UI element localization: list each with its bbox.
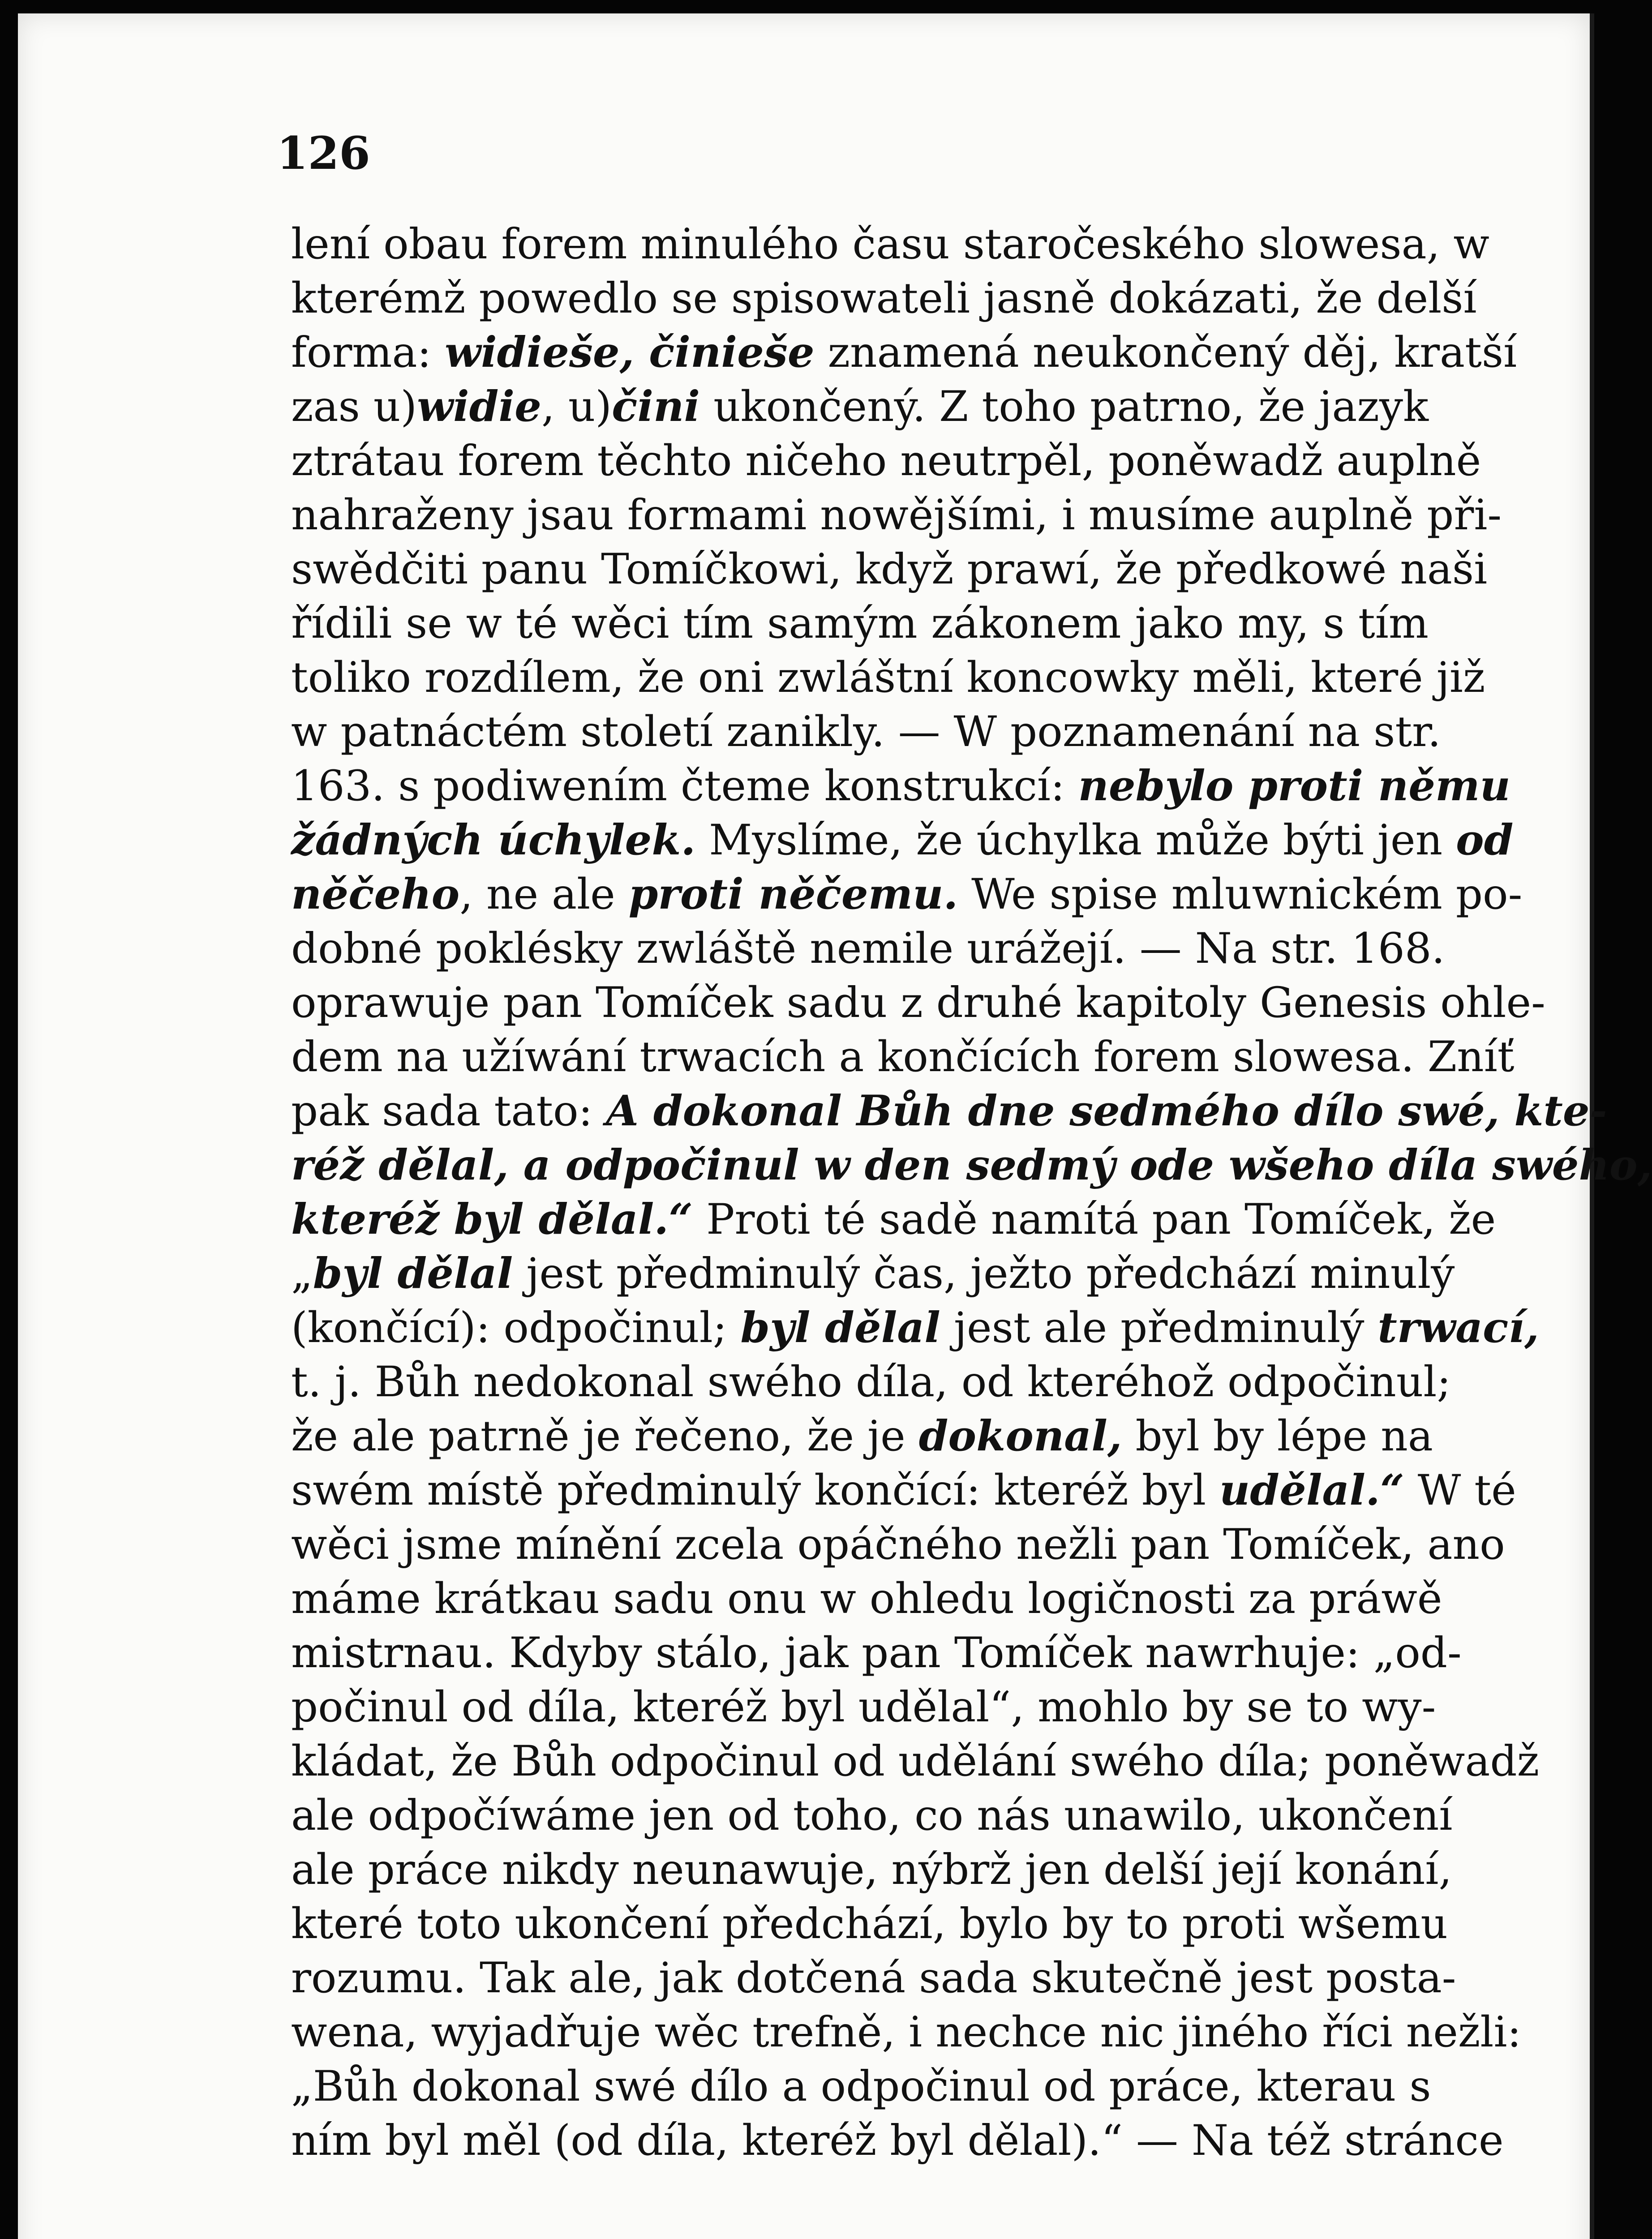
text-segment: ale práce nikdy neunawuje, nýbrž jen delší její konání, <box>291 1845 1452 1894</box>
text-segment: forma: <box>291 328 445 377</box>
text-segment: dobné poklésky zwláště nemile urážejí. — Na str. 168. <box>291 924 1445 973</box>
italic-phrase: kteréž byl dělal.“ <box>291 1195 693 1244</box>
text-line <box>291 1789 1453 1843</box>
text-line <box>291 867 1523 922</box>
italic-phrase: dokonal, <box>918 1411 1122 1461</box>
text-segment: znamená neukončený děj, kratší <box>814 328 1517 377</box>
italic-phrase: A dokonal Bůh dne sedmého dílo swé, kte- <box>606 1086 1607 1136</box>
italic-phrase: udělal.“ <box>1219 1466 1404 1515</box>
text-line <box>291 2005 1522 2059</box>
text-segment: jest ale předminulý <box>940 1304 1378 1352</box>
italic-phrase: réž dělal, a odpočinul w den sedmý ode wšeho díla swého, <box>291 1141 1652 1190</box>
text-segment: ním byl měl (od díla, kteréž byl dělal).“ — Na též stránce <box>291 2116 1504 2165</box>
text-segment: mistrnau. Kdyby stálo, jak pan Tomíček nawrhuje: „od- <box>291 1629 1462 1677</box>
text-line <box>291 1355 1451 1409</box>
text-segment: nahraženy jsau formami nowějšími, i musíme auplně při- <box>291 491 1502 540</box>
text-segment: , ne ale <box>459 870 629 919</box>
text-segment: „Bůh dokonal swé dílo a odpočinul od práce, kterau s <box>291 2062 1431 2111</box>
italic-phrase: čini <box>612 382 700 431</box>
text-line <box>291 2114 1504 2168</box>
text-segment: w patnáctém století zanikly. — W poznamenání na str. <box>291 708 1441 756</box>
text-line <box>291 1192 1496 1247</box>
text-line <box>291 813 1514 867</box>
text-line <box>291 1030 1515 1084</box>
italic-phrase: proti něčemu. <box>628 870 958 919</box>
italic-phrase: od <box>1456 815 1514 865</box>
text-segment: zas u) <box>291 382 417 431</box>
italic-phrase: widieše, činieše <box>445 328 815 377</box>
text-segment: máme krátkau sadu onu w ohledu logičnosti za práwě <box>291 1574 1442 1623</box>
text-segment: byl by lépe na <box>1122 1412 1433 1461</box>
text-segment: We spise mluwnickém po- <box>958 870 1523 919</box>
text-segment: t. j. Bůh nedokonal swého díla, od kteréhož odpočinul; <box>291 1358 1451 1407</box>
text-segment: dem na užíwání trwacích a končících forem slowesa. Zníť <box>291 1033 1515 1081</box>
italic-phrase: widie <box>417 382 541 431</box>
text-segment: pak sada tato: <box>291 1087 606 1136</box>
text-segment: W té <box>1404 1466 1516 1515</box>
text-line <box>291 1680 1436 1734</box>
text-segment: „ <box>291 1249 313 1298</box>
text-line <box>291 1572 1442 1626</box>
italic-phrase: byl dělal <box>740 1303 940 1352</box>
text-segment: , u) <box>541 382 612 431</box>
text-line <box>291 1843 1452 1897</box>
text-line <box>291 759 1510 813</box>
book-page <box>18 13 1652 2239</box>
body-text <box>291 217 1652 2168</box>
text-line <box>291 651 1485 705</box>
italic-phrase: něčeho <box>291 870 460 919</box>
italic-phrase: nebylo proti němu <box>1078 761 1510 811</box>
text-line <box>291 542 1488 596</box>
italic-phrase: žádných úchylek. <box>291 815 696 865</box>
text-line <box>291 976 1545 1030</box>
text-segment: lení obau forem minulého času staročeského slowesa, w <box>291 220 1489 269</box>
text-segment: kterémž powedlo se spisowateli jasně dokázati, že delší <box>291 274 1477 323</box>
text-segment: wena, wyjadřuje wěc trefně, i nechce nic jiného říci nežli: <box>291 2008 1522 2057</box>
text-line <box>291 1138 1652 1192</box>
text-line <box>291 1626 1462 1680</box>
text-segment: toliko rozdílem, že oni zwláštní koncowky měli, které již <box>291 653 1485 702</box>
text-line <box>291 596 1429 651</box>
text-line <box>291 705 1441 759</box>
text-line <box>291 434 1481 488</box>
text-segment: počinul od díla, kteréž byl udělal“, mohlo by se to wy- <box>291 1683 1436 1732</box>
text-line <box>291 1463 1516 1518</box>
text-segment: které toto ukončení předchází, bylo by to proti wšemu <box>291 1900 1448 1948</box>
page-number: 126 <box>277 127 370 180</box>
text-line <box>291 1518 1505 1572</box>
text-line <box>291 922 1445 976</box>
text-segment: Myslíme, že úchylka může býti jen <box>695 816 1456 865</box>
text-segment: řídili se w té wěci tím samým zákonem jako my, s tím <box>291 599 1429 648</box>
text-line <box>291 1247 1455 1301</box>
text-line <box>291 2059 1429 2114</box>
text-segment: Proti té sadě namítá pan Tomíček, že <box>693 1195 1496 1244</box>
text-segment: že ale patrně je řečeno, že je <box>291 1412 919 1461</box>
text-segment: swědčiti panu Tomíčkowi, když prawí, že předkowé naši <box>291 545 1488 594</box>
text-line <box>291 1734 1540 1789</box>
text-line <box>291 1409 1433 1463</box>
text-line <box>291 1084 1607 1138</box>
text-segment: (končící): odpočinul; <box>291 1304 741 1352</box>
text-line <box>291 1301 1539 1355</box>
text-line <box>291 380 1429 434</box>
text-segment: rozumu. Tak ale, jak dotčená sada skutečně jest posta- <box>291 1954 1456 2003</box>
text-segment: oprawuje pan Tomíček sadu z druhé kapitoly Genesis ohle- <box>291 978 1545 1027</box>
text-segment: kládat, že Bůh odpočinul od udělání swého díla; poněwadž <box>291 1737 1540 1786</box>
text-segment: wěci jsme mínění zcela opáčného nežli pan Tomíček, ano <box>291 1520 1505 1569</box>
italic-phrase: byl dělal <box>313 1249 513 1298</box>
text-line <box>291 1897 1448 1951</box>
text-segment: ale odpočíwáme jen od toho, co nás unawilo, ukončení <box>291 1791 1453 1840</box>
text-line <box>291 217 1489 271</box>
text-segment: swém místě předminulý končící: kteréž byl <box>291 1466 1219 1515</box>
text-line <box>291 1951 1456 2005</box>
text-line <box>291 326 1517 380</box>
text-line <box>291 271 1477 326</box>
italic-phrase: trwací, <box>1377 1303 1539 1352</box>
text-line <box>291 488 1502 542</box>
text-segment: 163. s podiwením čteme konstrukcí: <box>291 762 1078 811</box>
text-segment: ukončený. Z toho patrno, že jazyk <box>700 382 1429 431</box>
text-segment: ztrátau forem těchto ničeho neutrpěl, poněwadž auplně <box>291 437 1481 485</box>
text-segment: jest předminulý čas, ježto předchází minulý <box>513 1249 1455 1298</box>
